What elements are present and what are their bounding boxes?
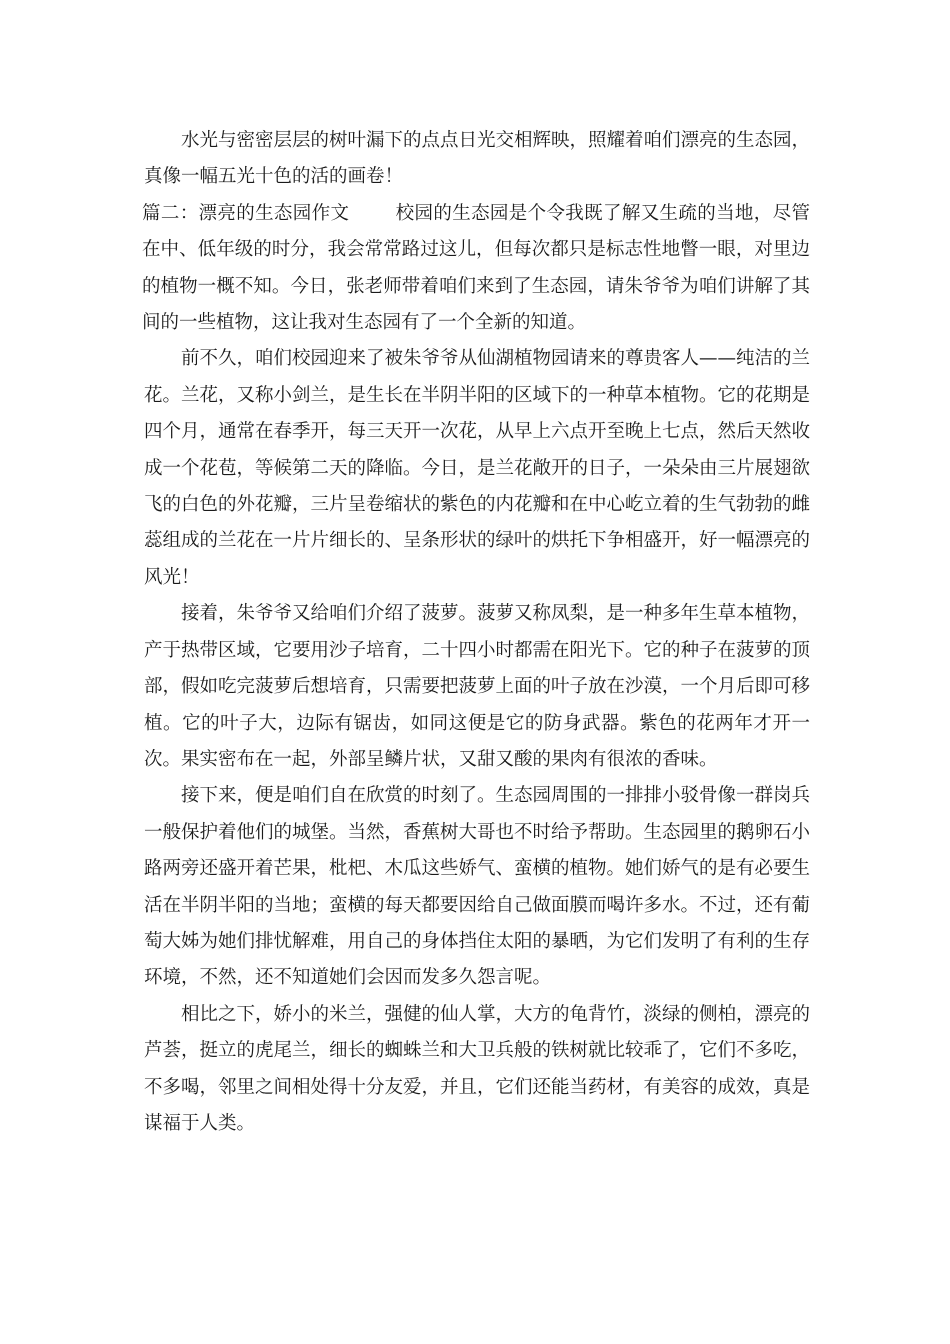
document-body: [144, 123, 810, 1142]
section-intro-text: 校园的生态园是个令我既了解又生疏的当地，尽管在中、低年级的时分，我会常常路过这儿，但每次都只是标志性地瞥一眼，对里边的植物一概不知。今日，张老师带着咱们来到了生态园，请朱爷爷为咱们讲解了其间的一些植物，这让我对生态园有了一个全新的知道。: [142, 202, 810, 334]
paragraph-intro: 水光与密密层层的树叶漏下的点点日光交相辉映，照耀着咱们漂亮的生态园，真像一幅五光十色的活的画卷！: [144, 130, 811, 188]
section-paragraph: [142, 196, 810, 342]
section-heading: 篇二：漂亮的生态园作文: [142, 202, 350, 224]
paragraph-orchid: 前不久，咱们校园迎来了被朱爷爷从仙湖植物园请来的尊贵客人——纯洁的兰花。兰花，又称小剑兰，是生长在半阴半阳的区域下的一种草本植物。它的花期是四个月，通常在春季开，每三天开一次花，从早上六点开至晚上七点，然后天然收成一个花苞，等候第二天的降临。今日，是兰花敞开的日子，一朵朵由三片展翅欲飞的白色的外花瓣，三片呈卷缩状的紫色的内花瓣和在中心屹立着的生气勃勃的雌蕊组成的兰花在一片片细长的、呈条形状的绿叶的烘托下争相盛开，好一幅漂亮的风光！: [144, 348, 811, 588]
paragraph-pineapple: 接着，朱爷爷又给咱们介绍了菠萝。菠萝又称凤梨，是一种多年生草本植物，产于热带区域，它要用沙子培育，二十四小时都需在阳光下。它的种子在菠萝的顶部，假如吃完菠萝后想培育，只需要把菠萝上面的叶子放在沙漠，一个月后即可移植。它的叶子大，边际有锯齿，如同这便是它的防身武器。紫色的花两年才开一次。果实密布在一起，外部呈鳞片状，又甜又酸的果肉有很浓的香味。: [144, 603, 811, 770]
paragraph-garden-tour: 接下来，便是咱们自在欣赏的时刻了。生态园周围的一排排小驳骨像一群岗兵一般保护着他们的城堡。当然，香蕉树大哥也不时给予帮助。生态园里的鹅卵石小路两旁还盛开着芒果，枇杷、木瓜这些娇气、蛮横的植物。她们娇气的是有必要生活在半阴半阳的当地；蛮横的每天都要因给自己做面膜而喝许多水。不过，还有葡萄大姊为她们排忧解难，用自己的身体挡住太阳的暴晒，为它们发明了有利的生存环境，不然，还不知道她们会因而发多久怨言呢。: [144, 785, 811, 989]
paragraph-other-plants: 相比之下，娇小的米兰，强健的仙人掌，大方的龟背竹，淡绿的侧柏，漂亮的芦荟，挺立的虎尾兰，细长的蜘蛛兰和大卫兵般的铁树就比较乖了，它们不多吃，不多喝，邻里之间相处得十分友爱，并且，它们还能当药材，有美容的成效，真是谋福于人类。: [144, 1003, 811, 1134]
